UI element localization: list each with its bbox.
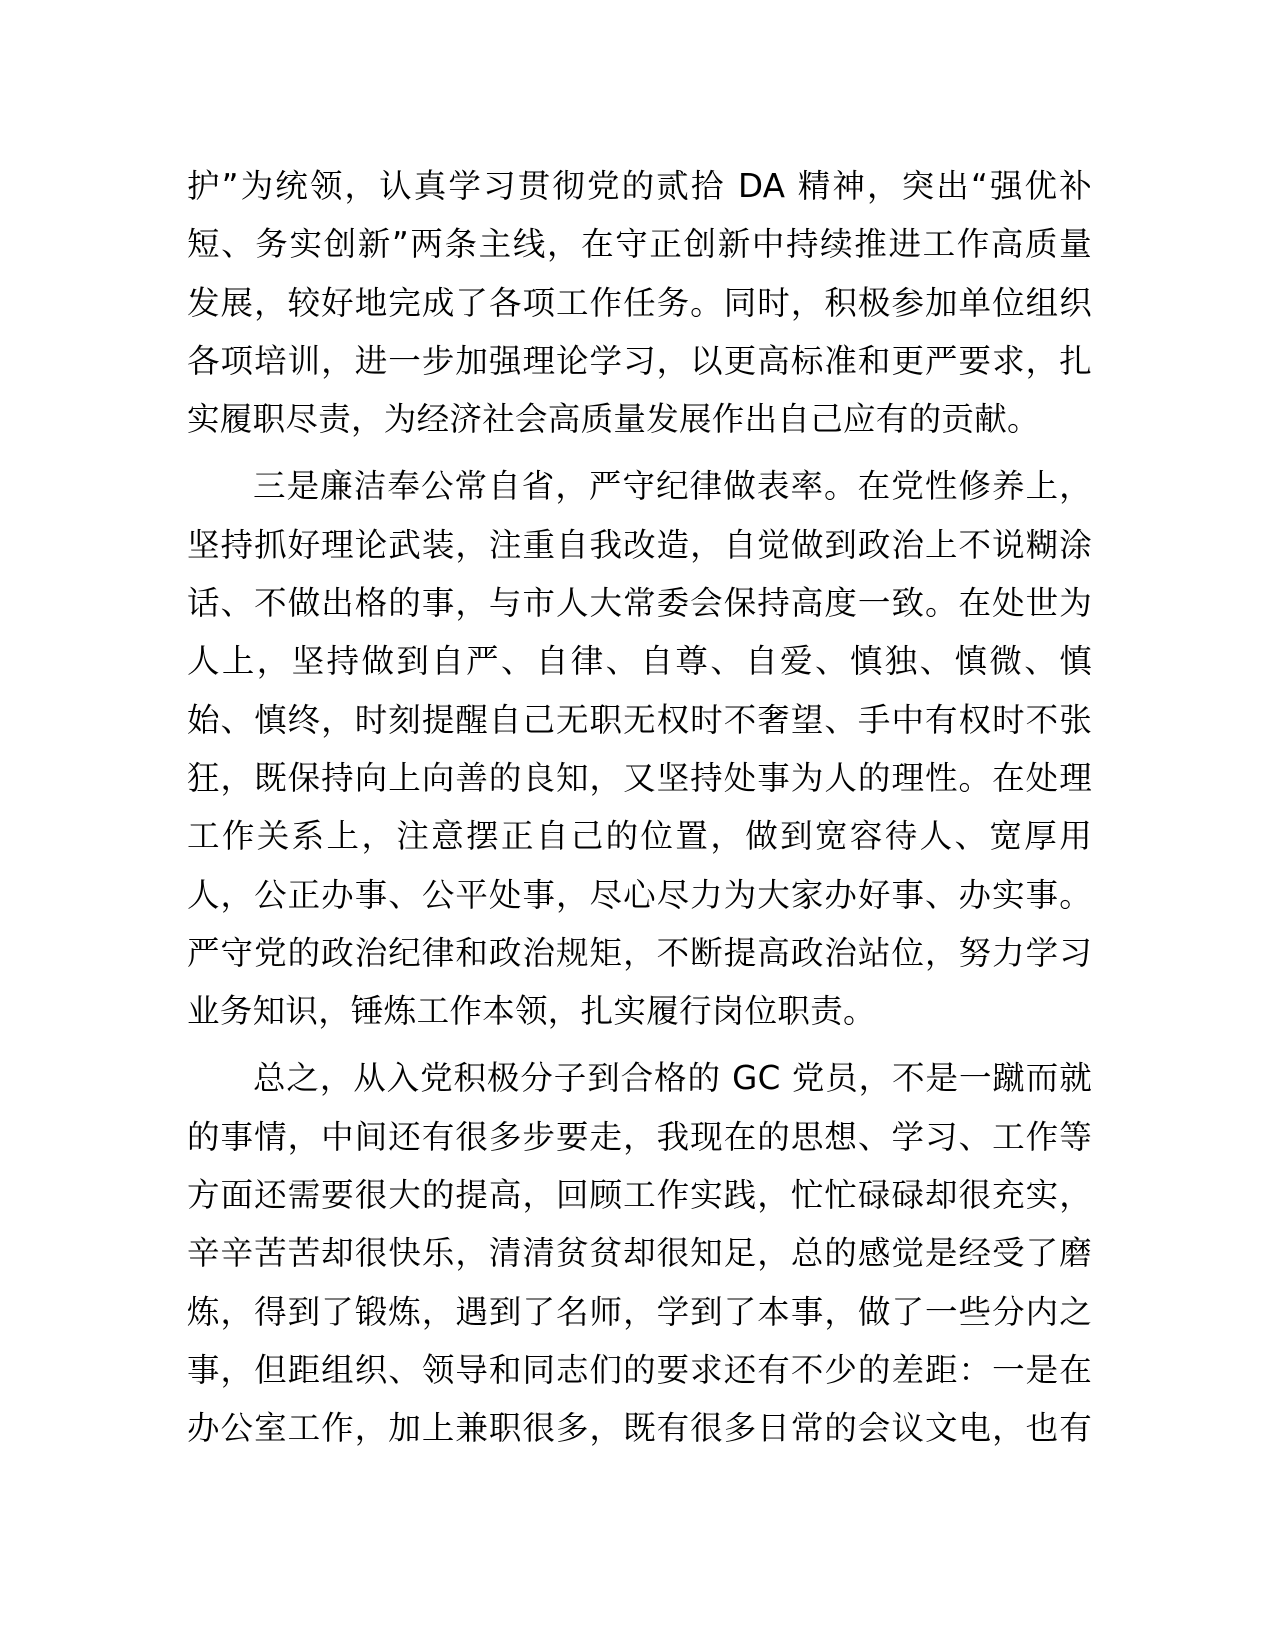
text-line: 工作关系上，注意摆正自己的位置，做到宽容待人、宽厚用 <box>187 817 1092 856</box>
text-line: 事，但距组织、领导和同志们的要求还有不少的差距：一是在 <box>187 1350 1092 1389</box>
text-line: 人上，坚持做到自严、自律、自尊、自爱、慎独、慎微、慎 <box>187 642 1092 681</box>
text-line: 业务知识，锤炼工作本领，扎实履行岗位职责。 <box>187 992 876 1031</box>
text-line: 坚持抓好理论武装，注重自我改造，自觉做到政治上不说糊涂 <box>187 525 1092 564</box>
text-line: 发展，较好地完成了各项工作任务。同时，积极参加单位组织 <box>187 283 1092 322</box>
text-line: 严守党的政治纪律和政治规矩，不断提高政治站位，努力学习 <box>187 933 1092 972</box>
text-line: 短、务实创新”两条主线，在守正创新中持续推进工作高质量 <box>187 225 1092 264</box>
paragraph-1 <box>187 157 1092 448</box>
text-line: 狂，既保持向上向善的良知，又坚持处事为人的理性。在处理 <box>187 758 1092 797</box>
text-line: 护”为统领，认真学习贯彻党的贰拾 DA 精神，突出“强优补 <box>187 167 1092 205</box>
paragraph-3 <box>187 1049 1092 1457</box>
text-line: 始、慎终，时刻提醒自己无职无权时不奢望、手中有权时不张 <box>187 700 1092 739</box>
text-line: 人，公正办事、公平处事，尽心尽力为大家办好事、办实事。 <box>187 875 1092 914</box>
document-body <box>187 157 1092 1458</box>
text-line: 实履职尽责，为经济社会高质量发展作出自己应有的贡献。 <box>187 400 1040 439</box>
text-line: 各项培训，进一步加强理论学习，以更高标准和更严要求，扎 <box>187 341 1092 380</box>
text-line: 炼，得到了锻炼，遇到了名师，学到了本事，做了一些分内之 <box>187 1292 1092 1331</box>
text-line: 的事情，中间还有很多步要走，我现在的思想、学习、工作等 <box>187 1117 1092 1156</box>
text-line: 方面还需要很大的提高，回顾工作实践，忙忙碌碌却很充实， <box>187 1176 1092 1215</box>
text-line: 办公室工作，加上兼职很多，既有很多日常的会议文电，也有 <box>187 1409 1092 1448</box>
text-line: 三是廉洁奉公常自省，严守纪律做表率。在党性修养上， <box>253 467 1092 506</box>
paragraph-2 <box>187 457 1092 1040</box>
text-line: 辛辛苦苦却很快乐，清清贫贫却很知足，总的感觉是经受了磨 <box>187 1234 1092 1273</box>
text-line: 话、不做出格的事，与市人大常委会保持高度一致。在处世为 <box>187 584 1092 623</box>
text-line: 总之，从入党积极分子到合格的 GC 党员，不是一蹴而就 <box>253 1059 1092 1098</box>
